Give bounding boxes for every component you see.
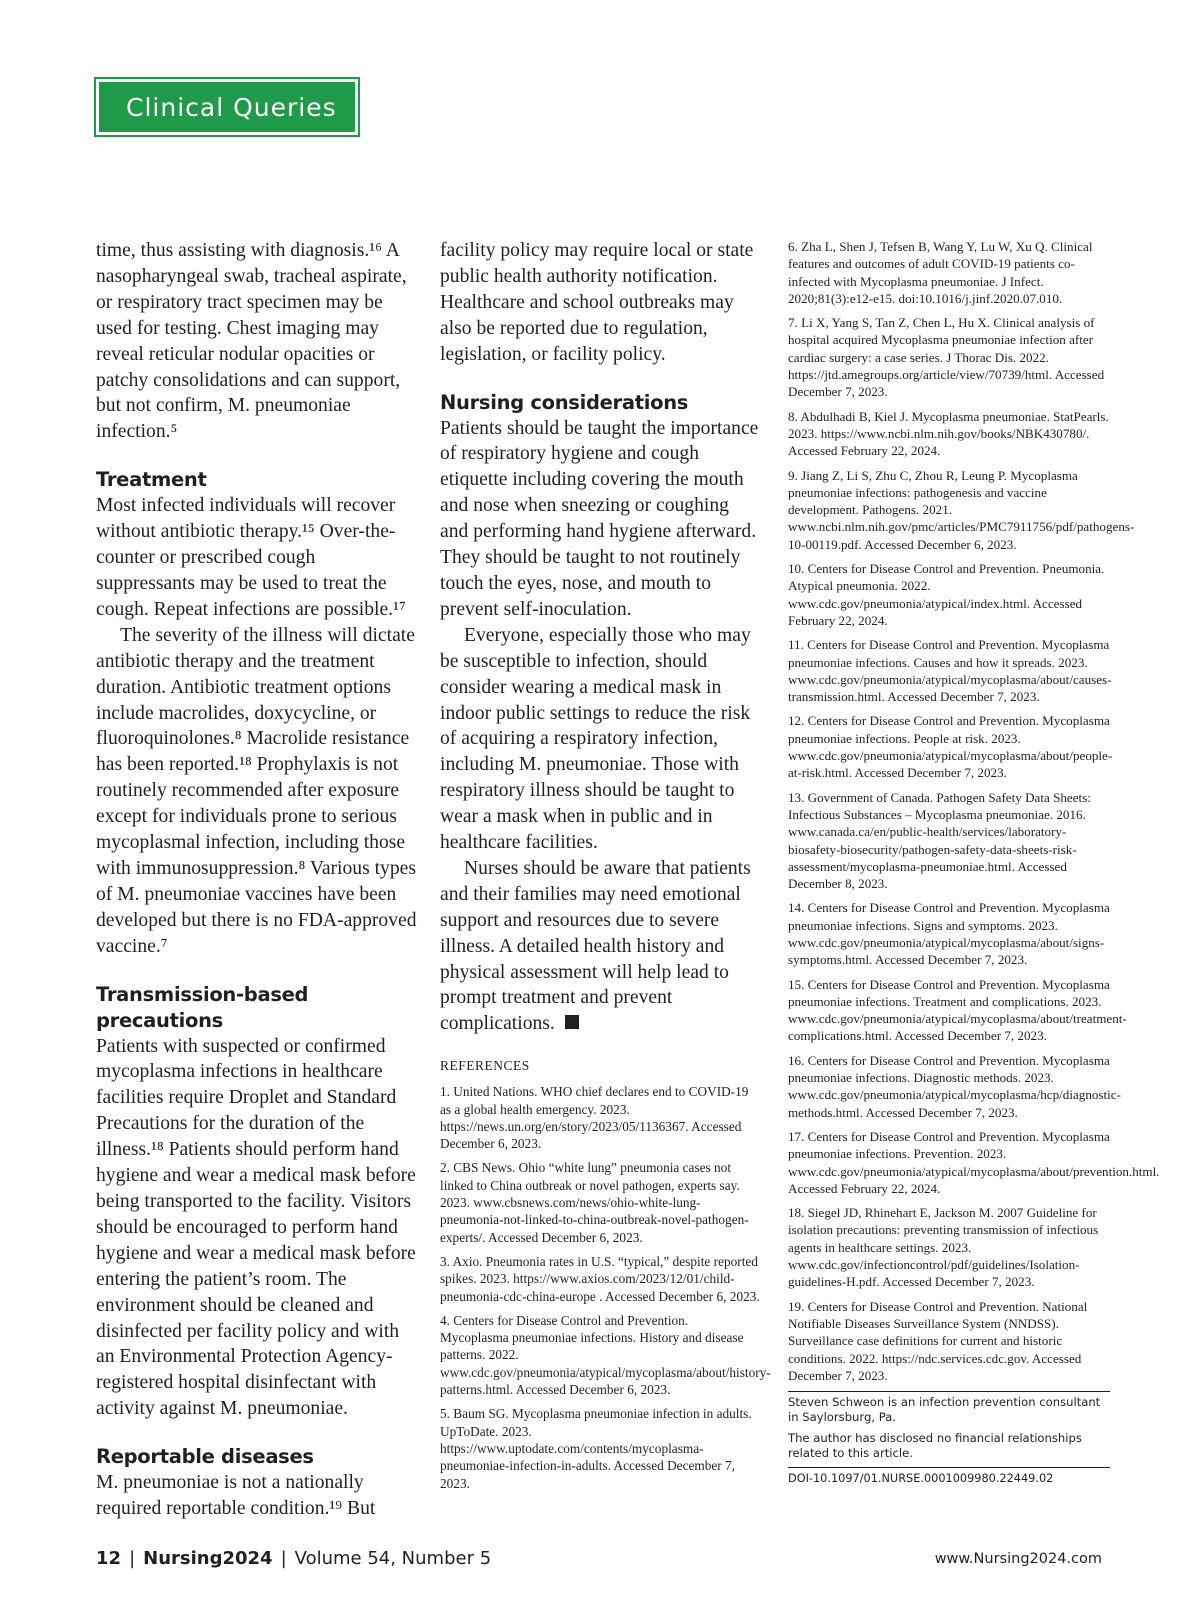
reference-item: 2. CBS News. Ohio “white lung” pneumonia cases not linked to China outbreak or novel pathogen, experts say. 2023. www.cbsnews.com/news/ohio-white-lung-pneumonia-not-linked-to-china-outbreak-novel-pathogen-experts/. Accessed December 6, 2023. bbox=[440, 1160, 749, 1245]
col1-paragraph-3: The severity of the illness will dictate antibiotic therapy and the treatment duration. Antibiotic treatment options include macrolides, doxycycline, or fluoroquinolones.⁸ Macrolide resistance has been reported.¹⁸ Prophylaxis is not routinely recommended after exposure except for individuals prone to serious mycoplasmal infection, including those with immunosuppression.⁸ Various types of M. pneumoniae vaccines have been developed but there is no FDA-approved vaccine.⁷ bbox=[96, 624, 417, 957]
issue-info: Volume 54, Number 5 bbox=[294, 1548, 492, 1569]
col2-paragraph-1: facility policy may require local or state public health authority notification. Healthcare and school outbreaks may also be reported due to regulation, legislation, or facility policy. bbox=[440, 240, 754, 365]
col1-paragraph-4: Patients with suspected or confirmed mycoplasma infections in healthcare facilities require Droplet and Standard Precautions for the duration of the illness.¹⁸ Patients should perform hand hygiene and wear a medical mask before being transported to the facility. Visitors should be encouraged to perform hand hygiene and wear a medical mask before entering the patient’s room. The environment should be cleaned and disinfected per facility policy and with an Environmental Protection Agency-registered hospital disinfectant with activity against M. pneumoniae. bbox=[96, 1035, 416, 1420]
reference-item: 11. Centers for Disease Control and Prevention. Mycoplasma pneumoniae infections. Causes and how it spreads. 2023. www.cdc.gov/pneumonia/atypical/mycoplasma/about/causes-transmission.html. Accessed December 7, 2023. bbox=[788, 637, 1112, 705]
footer-url: www.Nursing2024.com bbox=[934, 1551, 1102, 1567]
reference-item: 1. United Nations. WHO chief declares end to COVID-19 as a global health emergency. 2023. https://news.un.org/en/story/2023/05/1136367. Accessed December 6, 2023. bbox=[440, 1084, 749, 1152]
author-disclosure: The author has disclosed no financial relationships related to this article. bbox=[788, 1431, 1082, 1461]
section-banner bbox=[96, 79, 358, 135]
heading-reportable-diseases: Reportable diseases bbox=[96, 1445, 314, 1469]
author-info bbox=[788, 1391, 1110, 1461]
footer-folio bbox=[96, 1548, 491, 1569]
end-of-article-mark bbox=[565, 1015, 579, 1029]
reference-item: 10. Centers for Disease Control and Prevention. Pneumonia. Atypical pneumonia. 2022. www.cdc.gov/pneumonia/atypical/index.html. Accessed February 22, 2024. bbox=[788, 561, 1105, 628]
reference-item: 18. Siegel JD, Rhinehart E, Jackson M. 2007 Guideline for isolation precautions: preventing transmission of infectious agents in healthcare settings. 2023. www.cdc.gov/infectioncontrol/pdf/guidelines/Isolation-guidelines-H.pdf. Accessed December 7, 2023. bbox=[788, 1205, 1099, 1290]
column-2 bbox=[440, 238, 771, 1499]
author-bio: Steven Schweon is an infection prevention consultant in Saylorsburg, Pa. bbox=[788, 1395, 1101, 1425]
column-1 bbox=[96, 238, 418, 1522]
heading-treatment: Treatment bbox=[96, 468, 207, 492]
reference-item: 5. Baum SG. Mycoplasma pneumoniae infection in adults. UpToDate. 2023. https://www.uptodate.com/contents/mycoplasma-pneumoniae-infection-in-adults. Accessed December 7, 2023. bbox=[440, 1406, 752, 1491]
heading-nursing-considerations: Nursing considerations bbox=[440, 390, 689, 414]
reference-item: 6. Zha L, Shen J, Tefsen B, Wang Y, Lu W, Xu Q. Clinical features and outcomes of adult COVID-19 patients co-infected with Mycoplasma pneumoniae. J Infect. 2020;81(3):e12-e15. doi:10.1016/j.jinf.2020.07.010. bbox=[788, 239, 1093, 306]
page-number: 12 bbox=[96, 1548, 122, 1569]
references-heading: REFERENCES bbox=[440, 1058, 530, 1074]
col2-paragraph-3: Everyone, especially those who may be susceptible to infection, should consider wearing a medical mask in indoor public settings to reduce the risk of acquiring a respiratory infection, including M. pneumoniae. Those with respiratory illness should be taught to wear a mask when in public and in healthcare facilities. bbox=[440, 624, 751, 854]
section-banner-label: Clinical Queries bbox=[126, 92, 337, 122]
col2-paragraph-2: Patients should be taught the importance of respiratory hygiene and cough etiquette including covering the mouth and nose when sneezing or coughing and performing hand hygiene afterward. They should be taught to not routinely touch the eyes, nose, and mouth to prevent self-inoculation. bbox=[440, 417, 759, 620]
reference-item: 14. Centers for Disease Control and Prevention. Mycoplasma pneumoniae infections. Signs and symptoms. 2023. www.cdc.gov/pneumonia/atypical/mycoplasma/about/signs-symptoms.html. Accessed December 7, 2023. bbox=[788, 900, 1110, 968]
reference-item: 15. Centers for Disease Control and Prevention. Mycoplasma pneumoniae infections. Treatment and complications. 2023. www.cdc.gov/pneumonia/atypical/mycoplasma/about/treatment-complications.html. Accessed December 7, 2023. bbox=[788, 976, 1127, 1044]
footer-separator: | bbox=[280, 1548, 287, 1569]
heading-transmission-precautions: Transmission-based precautions bbox=[96, 982, 309, 1032]
footer-separator: | bbox=[129, 1548, 136, 1569]
reference-item: 8. Abdulhadi B, Kiel J. Mycoplasma pneumoniae. StatPearls. 2023. https://www.ncbi.nlm.nih.gov/books/NBK430780/. Accessed February 22, 2024. bbox=[788, 408, 1109, 459]
reference-item: 17. Centers for Disease Control and Prevention. Mycoplasma pneumoniae infections. Prevention. 2023. www.cdc.gov/pneumonia/atypical/mycoplasma/about/prevention.html. Accessed February 22, 2024. bbox=[788, 1128, 1160, 1196]
reference-item: 19. Centers for Disease Control and Prevention. National Notifiable Diseases Surveillance System (NNDSS). Surveillance case definitions for current and historic conditions. 2022. https://ndc.services.cdc.gov. Accessed December 7, 2023. bbox=[788, 1298, 1088, 1383]
reference-item: 13. Government of Canada. Pathogen Safety Data Sheets: Infectious Substances – Mycoplasma pneumoniae. 2016. www.canada.ca/en/public-health/services/laboratory-biosafety-biosecurity/pathogen-safety-data-sheets-risk-assessment/mycoplasma-pneumoniae.html. Accessed December 8, 2023. bbox=[788, 789, 1091, 892]
reference-item: 4. Centers for Disease Control and Prevention. Mycoplasma pneumoniae infections. History and disease patterns. 2022. www.cdc.gov/pneumonia/atypical/mycoplasma/about/history-patterns.html. Accessed December 6, 2023. bbox=[440, 1312, 771, 1398]
col2-paragraph-4-text: Nurses should be aware that patients and their families may need emotional support and resources due to severe illness. A detailed health history and physical assessment will help lead to prompt treatment and prevent complications. bbox=[440, 857, 751, 1035]
col2-paragraph-4 bbox=[440, 856, 760, 1037]
doi-line: DOI-10.1097/01.NURSE.0001009980.22449.02 bbox=[788, 1467, 1110, 1486]
col1-paragraph-1: time, thus assisting with diagnosis.¹⁶ A nasopharyngeal swab, tracheal aspirate, or respiratory tract specimen may be used for testing. Chest imaging may reveal reticular nodular opacities or patchy consolidations and can support, but not confirm, M. pneumoniae infection.⁵ bbox=[96, 240, 407, 443]
reference-item: 16. Centers for Disease Control and Prevention. Mycoplasma pneumoniae infections. Diagnostic methods. 2023. www.cdc.gov/pneumonia/atypical/mycoplasma/hcp/diagnostic-methods.html. Accessed December 7, 2023. bbox=[788, 1052, 1121, 1120]
journal-name: Nursing2024 bbox=[143, 1548, 273, 1569]
reference-item: 7. Li X, Yang S, Tan Z, Chen L, Hu X. Clinical analysis of hospital acquired Mycoplasma pneumoniae infection after cardiac surgery: a case series. J Thorac Dis. 2022. https://jtd.amegroups.org/article/view/70739/html. Accessed December 7, 2023. bbox=[788, 315, 1105, 400]
col1-paragraph-2: Most infected individuals will recover without antibiotic therapy.¹⁵ Over-the-counter or prescribed cough suppressants may be used to treat the cough. Repeat infections are possible.¹⁷ bbox=[96, 495, 406, 620]
col1-paragraph-5: M. pneumoniae is not a nationally required reportable condition.¹⁹ But bbox=[96, 1472, 376, 1520]
reference-item: 9. Jiang Z, Li S, Zhu C, Zhou R, Leung P. Mycoplasma pneumoniae infections: pathogenesis and vaccine development. Pathogens. 2021. www.ncbi.nlm.nih.gov/pmc/articles/PMC7911756/pdf/pathogens-10-00119.pdf. Accessed December 6, 2023. bbox=[788, 467, 1135, 552]
reference-item: 12. Centers for Disease Control and Prevention. Mycoplasma pneumoniae infections. People at risk. 2023. www.cdc.gov/pneumonia/atypical/mycoplasma/about/people-at-risk.html. Accessed December 7, 2023. bbox=[788, 713, 1113, 781]
reference-item: 3. Axio. Pneumonia rates in U.S. “typical,” despite reported spikes. 2023. https://www.axios.com/2023/12/01/child-pneumonia-cdc-china-europe . Accessed December 6, 2023. bbox=[440, 1253, 760, 1304]
column-3 bbox=[788, 238, 1160, 1486]
